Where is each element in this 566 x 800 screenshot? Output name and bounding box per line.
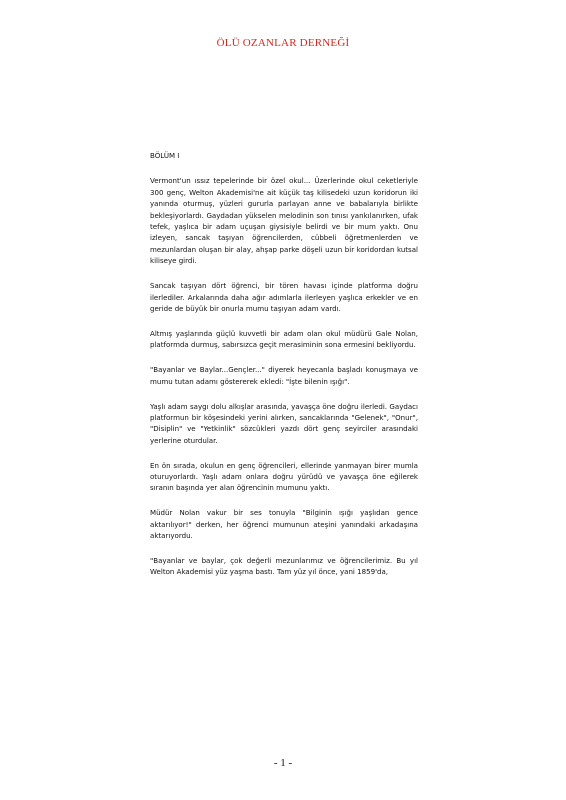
paragraph: Sancak taşıyan dört öğrenci, bir tören havası içinde platforma doğru ilerlediler. Arkalarında daha ağır adımlarla ilerleyen yaşlıca erkekler ve en geride de büyük bir onurla mumu taşıyan adam vardı. <box>150 281 418 313</box>
paragraph: En ön sırada, okulun en genç öğrencileri, ellerinde yanmayan birer mumla oturuyorlardı. Yaşlı adam onlara doğru yürüdü ve yavaşça öne eğilerek sıranın başında yer alan öğrencinin mumunu yaktı. <box>150 460 418 493</box>
page-number: - 1 - <box>273 757 293 769</box>
paragraph: Altmış yaşlarında güçlü kuvvetli bir adam olan okul müdürü Gale Nolan, platformda durmuş, sabırsızca geçit merasiminin sona ermesini bekliyordu. <box>150 328 418 350</box>
document-title: ÖLÜ OZANLAR DERNEĞİ <box>216 37 350 49</box>
chapter-heading: BÖLÜM I <box>150 151 180 160</box>
paragraph: Vermont'un ıssız tepelerinde bir özel okul... Üzerlerinde okul ceketleriyle 300 genç, Welton Akademisi'ne ait küçük taş kilisedeki uzun koridorun iki yanında oturmuş, yüzleri gururla parlayan anne ve babalarıyla birlikte bekleşiyorlardı. Gaydadan yükselen melodinin son tınısı yankılanırken, ufak tefek, yaşlıca bir adam uçuşan giysisiyle belirdi ve bir mum yaktı. Onu izleyen, sancak taşıyan öğrencilerden, cübbeli öğretmenlerden ve mezunlardan oluşan bir alay, ahşap parke döşeli uzun bir koridordan kutsal kiliseye girdi. <box>150 176 418 266</box>
paragraph: "Bayanlar ve baylar, çok değerli mezunlarımız ve öğrencilerimiz. Bu yıl Welton Akademisi yüz yaşma bastı. Tam yüz yıl önce, yani 1859'da, <box>150 556 418 577</box>
paragraph: Yaşlı adam saygı dolu alkışlar arasında, yavaşça öne doğru ilerledi. Gaydacı platformun bir köşesindeki yerini alırken, sancaklarında "Gelenek", "Onur", "Disiplin" ve "Yetkinlik" sözcükleri yazdı dört genç seyirciler arasındaki yerlerine oturdular. <box>150 401 418 445</box>
document-body <box>150 150 418 591</box>
paragraph: "Bayanlar ve Baylar...Gençler..." diyerek heyecanla başladı konuşmaya ve mumu tutan adamı göstererek ekledi: "İşte bilenin ışığı". <box>150 365 418 386</box>
paragraph: Müdür Nolan vakur bir ses tonuyla "Bilginin ışığı yaşlıdan gence aktarılıyor!" derken, her öğrenci mumunun ateşini yanındaki arkadaşına aktarıyordu. <box>150 508 418 541</box>
